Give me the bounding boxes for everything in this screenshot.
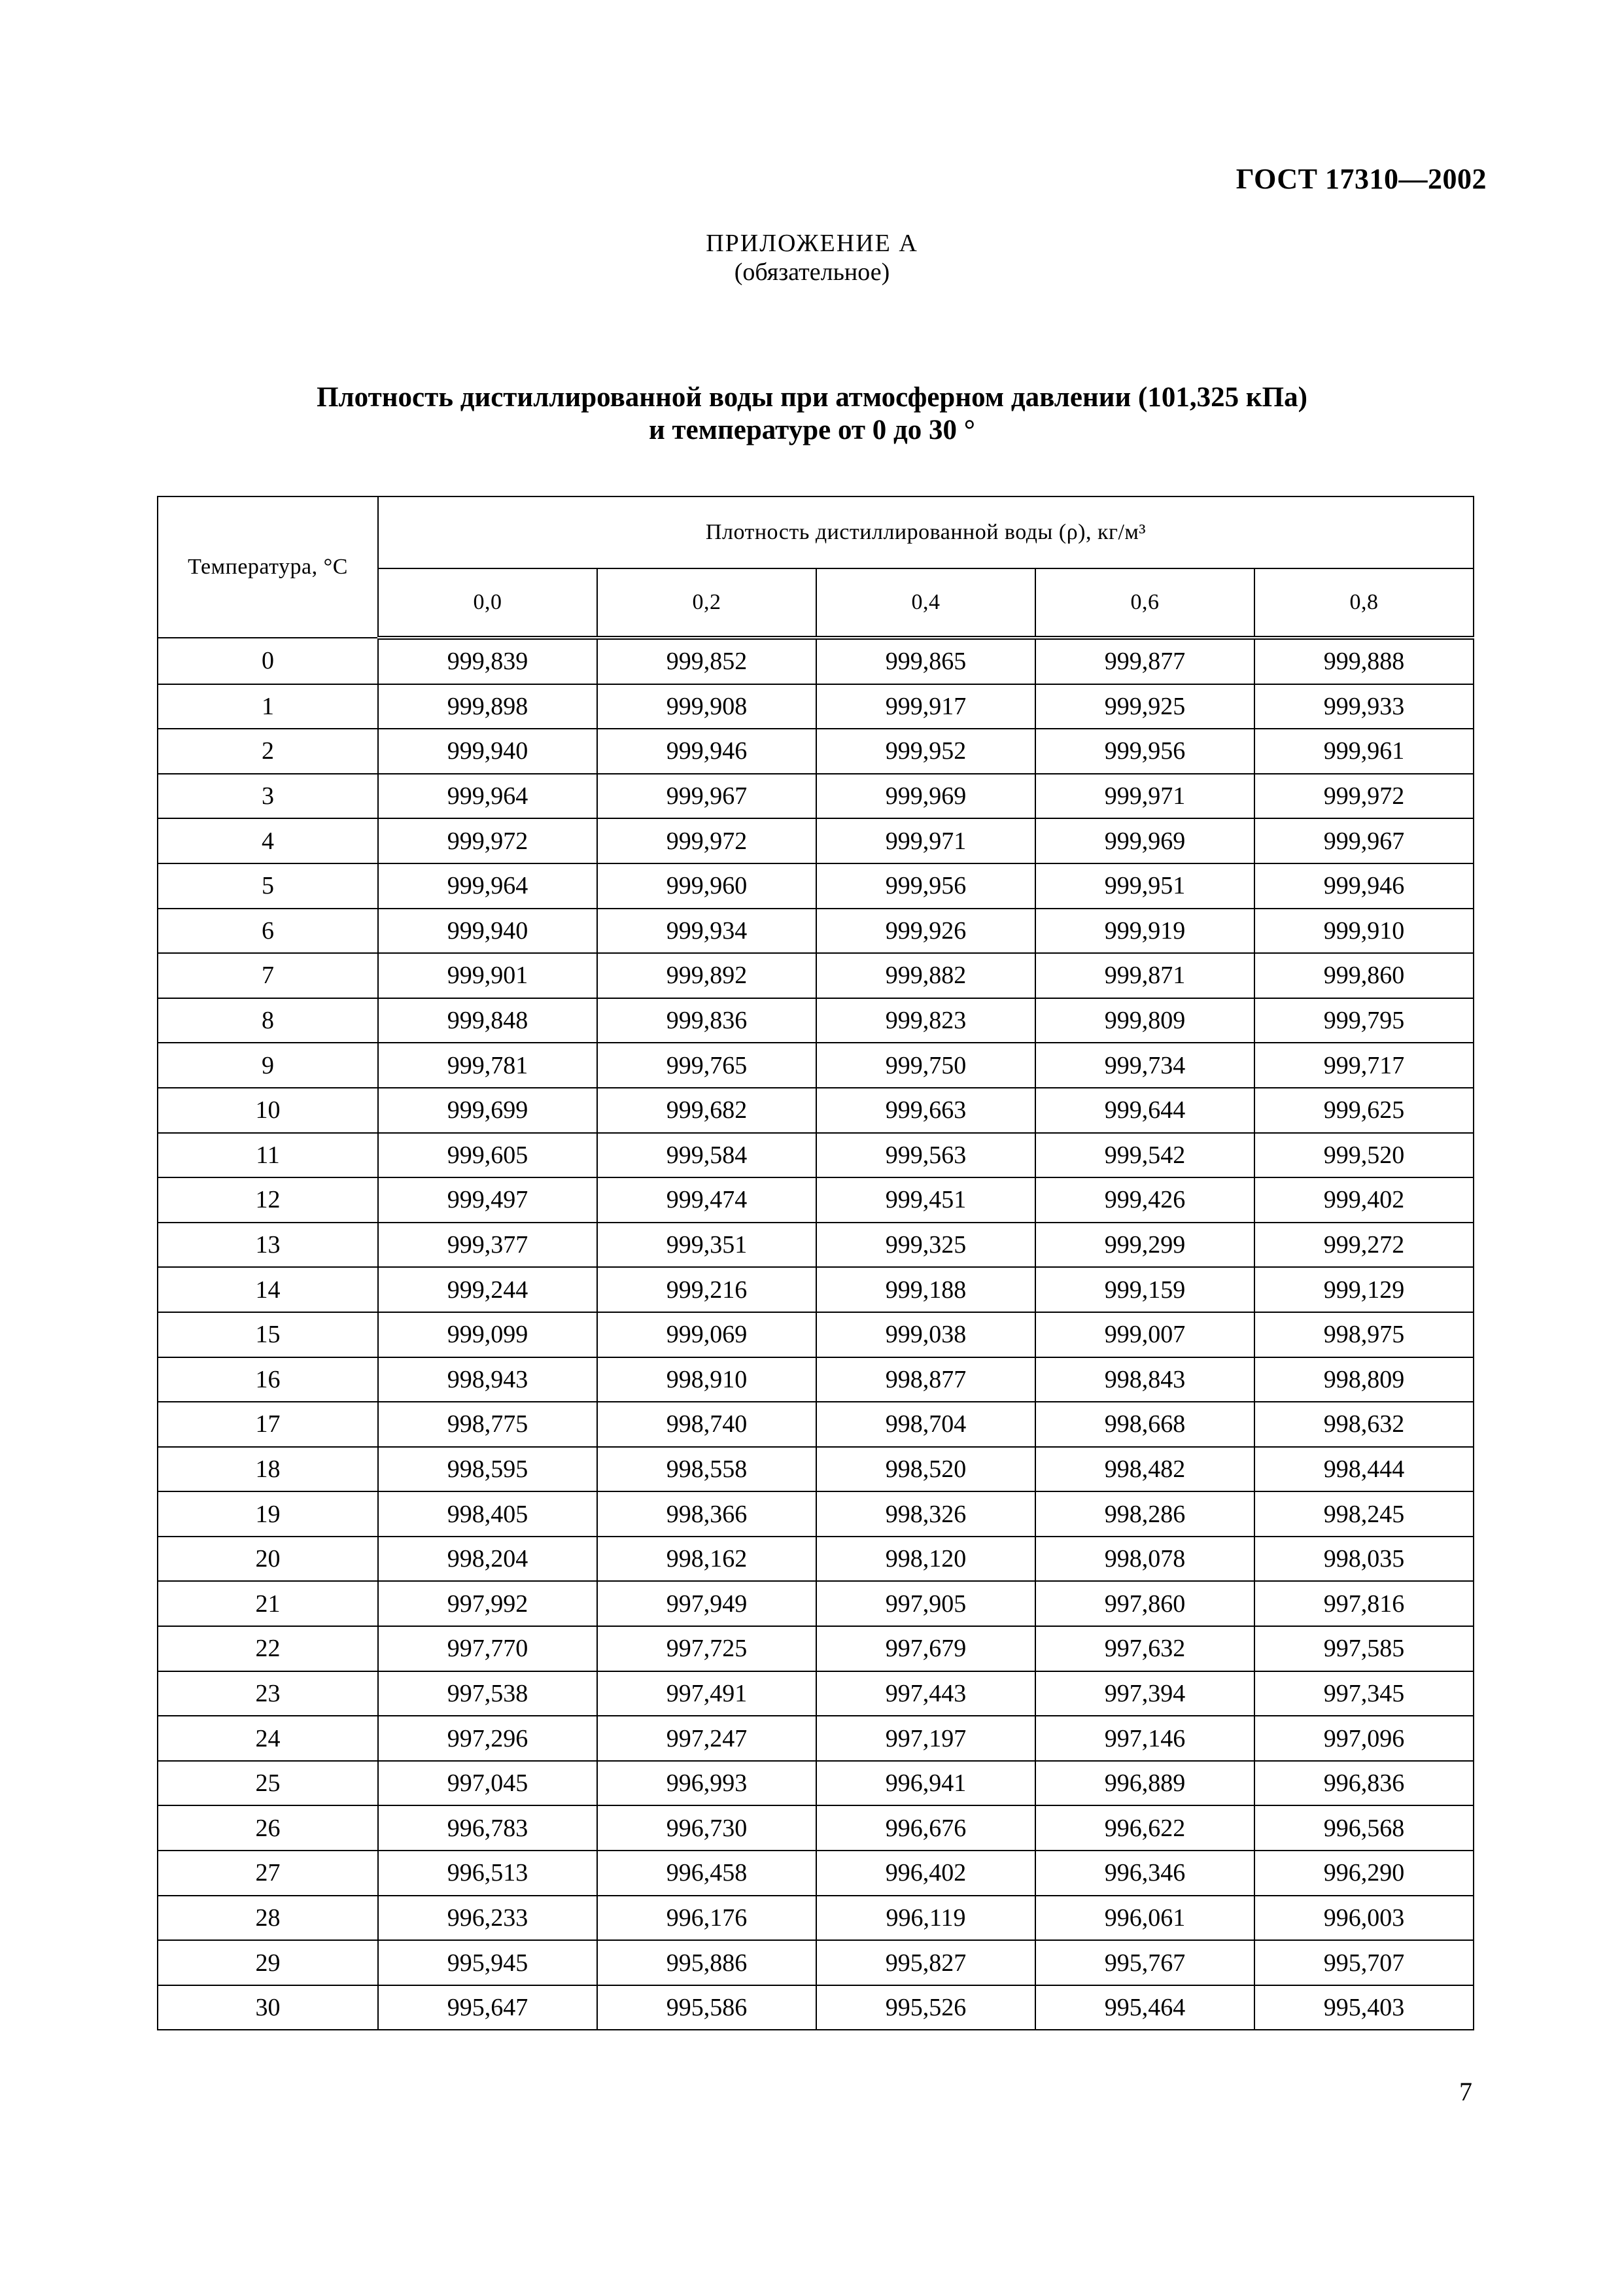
table-row xyxy=(158,1761,1474,1806)
table-row xyxy=(158,1133,1474,1178)
density-cell: 999,584 xyxy=(597,1133,816,1178)
density-cell: 998,558 xyxy=(597,1447,816,1492)
density-cell: 999,038 xyxy=(816,1312,1035,1357)
temperature-cell: 8 xyxy=(158,998,378,1043)
table-row xyxy=(158,1805,1474,1851)
density-cell: 998,910 xyxy=(597,1357,816,1402)
fraction-header: 0,8 xyxy=(1254,568,1474,638)
density-cell: 998,444 xyxy=(1254,1447,1474,1492)
annex-title: ПРИЛОЖЕНИЕ А xyxy=(706,230,918,257)
density-cell: 998,668 xyxy=(1035,1402,1254,1447)
density-cell: 999,717 xyxy=(1254,1043,1474,1088)
table-row xyxy=(158,1267,1474,1312)
density-cell: 999,351 xyxy=(597,1223,816,1268)
table-row xyxy=(158,1491,1474,1537)
temperature-cell: 15 xyxy=(158,1312,378,1357)
density-cell: 999,964 xyxy=(378,774,597,819)
table-title xyxy=(0,381,1624,447)
temperature-column-header: Температура, °С xyxy=(158,496,378,638)
density-cell: 999,860 xyxy=(1254,953,1474,998)
density-cell: 999,795 xyxy=(1254,998,1474,1043)
density-cell: 998,809 xyxy=(1254,1357,1474,1402)
temperature-cell: 17 xyxy=(158,1402,378,1447)
density-cell: 997,905 xyxy=(816,1581,1035,1626)
annex-heading xyxy=(0,229,1624,287)
temperature-cell: 26 xyxy=(158,1805,378,1851)
density-cell: 999,216 xyxy=(597,1267,816,1312)
density-cell: 999,871 xyxy=(1035,953,1254,998)
density-cell: 998,843 xyxy=(1035,1357,1254,1402)
density-cell: 996,176 xyxy=(597,1896,816,1941)
density-cell: 999,961 xyxy=(1254,729,1474,774)
density-cell: 999,474 xyxy=(597,1177,816,1223)
density-cell: 998,286 xyxy=(1035,1491,1254,1537)
density-cell: 999,967 xyxy=(1254,818,1474,863)
density-cell: 998,704 xyxy=(816,1402,1035,1447)
density-cell: 999,926 xyxy=(816,909,1035,954)
density-cell: 995,707 xyxy=(1254,1940,1474,1985)
density-cell: 999,956 xyxy=(816,863,1035,909)
density-cell: 999,877 xyxy=(1035,638,1254,684)
density-cell: 997,949 xyxy=(597,1581,816,1626)
density-cell: 996,233 xyxy=(378,1896,597,1941)
table-row xyxy=(158,998,1474,1043)
page-number: 7 xyxy=(1459,2077,1472,2106)
temperature-cell: 14 xyxy=(158,1267,378,1312)
density-cell: 999,426 xyxy=(1035,1177,1254,1223)
density-cell: 999,951 xyxy=(1035,863,1254,909)
table-row xyxy=(158,1447,1474,1492)
density-cell: 999,933 xyxy=(1254,684,1474,729)
table-row xyxy=(158,953,1474,998)
temperature-cell: 29 xyxy=(158,1940,378,1985)
density-cell: 997,296 xyxy=(378,1716,597,1761)
density-cell: 999,402 xyxy=(1254,1177,1474,1223)
density-cell: 999,852 xyxy=(597,638,816,684)
density-cell: 996,346 xyxy=(1035,1851,1254,1896)
density-cell: 999,892 xyxy=(597,953,816,998)
density-cell: 998,204 xyxy=(378,1537,597,1582)
density-cell: 999,451 xyxy=(816,1177,1035,1223)
table-row xyxy=(158,774,1474,819)
density-cell: 999,946 xyxy=(1254,863,1474,909)
density-cell: 999,497 xyxy=(378,1177,597,1223)
density-cell: 996,119 xyxy=(816,1896,1035,1941)
table-row xyxy=(158,638,1474,684)
density-cell: 996,622 xyxy=(1035,1805,1254,1851)
fraction-header: 0,6 xyxy=(1035,568,1254,638)
table-row xyxy=(158,1985,1474,2030)
density-cell: 999,865 xyxy=(816,638,1035,684)
density-cell: 998,632 xyxy=(1254,1402,1474,1447)
density-cell: 995,945 xyxy=(378,1940,597,1985)
density-cell: 999,917 xyxy=(816,684,1035,729)
density-cell: 999,956 xyxy=(1035,729,1254,774)
table-row xyxy=(158,909,1474,954)
annex-status: (обязательное) xyxy=(734,258,890,286)
density-cell: 999,969 xyxy=(816,774,1035,819)
fraction-header: 0,4 xyxy=(816,568,1035,638)
temperature-cell: 30 xyxy=(158,1985,378,2030)
density-cell: 997,860 xyxy=(1035,1581,1254,1626)
density-cell: 996,568 xyxy=(1254,1805,1474,1851)
density-cell: 998,120 xyxy=(816,1537,1035,1582)
standard-code: ГОСТ 17310—2002 xyxy=(1235,163,1487,195)
table-row xyxy=(158,1357,1474,1402)
density-cell: 999,272 xyxy=(1254,1223,1474,1268)
density-cell: 996,993 xyxy=(597,1761,816,1806)
density-cell: 996,783 xyxy=(378,1805,597,1851)
temperature-cell: 18 xyxy=(158,1447,378,1492)
table-row xyxy=(158,1088,1474,1133)
density-cell: 999,129 xyxy=(1254,1267,1474,1312)
density-cell: 997,770 xyxy=(378,1626,597,1671)
density-cell: 999,940 xyxy=(378,909,597,954)
density-table-body xyxy=(158,638,1474,2030)
density-cell: 997,045 xyxy=(378,1761,597,1806)
density-cell: 997,679 xyxy=(816,1626,1035,1671)
density-cell: 995,827 xyxy=(816,1940,1035,1985)
temperature-cell: 1 xyxy=(158,684,378,729)
density-cell: 996,676 xyxy=(816,1805,1035,1851)
table-row xyxy=(158,1896,1474,1941)
table-row xyxy=(158,1581,1474,1626)
density-cell: 999,734 xyxy=(1035,1043,1254,1088)
density-cell: 999,159 xyxy=(1035,1267,1254,1312)
density-cell: 998,405 xyxy=(378,1491,597,1537)
density-cell: 997,345 xyxy=(1254,1671,1474,1716)
temperature-cell: 2 xyxy=(158,729,378,774)
density-cell: 998,943 xyxy=(378,1357,597,1402)
density-cell: 995,403 xyxy=(1254,1985,1474,2030)
density-cell: 997,585 xyxy=(1254,1626,1474,1671)
density-cell: 999,099 xyxy=(378,1312,597,1357)
density-cell: 997,491 xyxy=(597,1671,816,1716)
temperature-cell: 5 xyxy=(158,863,378,909)
density-cell: 999,967 xyxy=(597,774,816,819)
density-cell: 999,910 xyxy=(1254,909,1474,954)
table-row xyxy=(158,1402,1474,1447)
density-cell: 997,538 xyxy=(378,1671,597,1716)
temperature-cell: 16 xyxy=(158,1357,378,1402)
density-table xyxy=(157,496,1474,2030)
table-row xyxy=(158,1626,1474,1671)
density-cell: 999,520 xyxy=(1254,1133,1474,1178)
density-cell: 998,482 xyxy=(1035,1447,1254,1492)
density-cell: 996,003 xyxy=(1254,1896,1474,1941)
density-cell: 999,960 xyxy=(597,863,816,909)
table-row xyxy=(158,1671,1474,1716)
density-cell: 996,941 xyxy=(816,1761,1035,1806)
density-cell: 996,290 xyxy=(1254,1851,1474,1896)
density-cell: 997,096 xyxy=(1254,1716,1474,1761)
density-cell: 999,682 xyxy=(597,1088,816,1133)
density-cell: 999,007 xyxy=(1035,1312,1254,1357)
density-cell: 998,162 xyxy=(597,1537,816,1582)
density-cell: 999,946 xyxy=(597,729,816,774)
density-cell: 996,730 xyxy=(597,1805,816,1851)
density-cell: 996,458 xyxy=(597,1851,816,1896)
density-cell: 997,725 xyxy=(597,1626,816,1671)
density-cell: 997,197 xyxy=(816,1716,1035,1761)
density-cell: 997,443 xyxy=(816,1671,1035,1716)
table-row xyxy=(158,1043,1474,1088)
temperature-cell: 23 xyxy=(158,1671,378,1716)
density-cell: 999,188 xyxy=(816,1267,1035,1312)
density-cell: 998,366 xyxy=(597,1491,816,1537)
density-cell: 999,964 xyxy=(378,863,597,909)
density-cell: 995,886 xyxy=(597,1940,816,1985)
density-cell: 999,325 xyxy=(816,1223,1035,1268)
temperature-cell: 20 xyxy=(158,1537,378,1582)
temperature-cell: 19 xyxy=(158,1491,378,1537)
temperature-cell: 13 xyxy=(158,1223,378,1268)
density-cell: 996,513 xyxy=(378,1851,597,1896)
density-cell: 999,663 xyxy=(816,1088,1035,1133)
fraction-header: 0,2 xyxy=(597,568,816,638)
density-cell: 998,877 xyxy=(816,1357,1035,1402)
density-cell: 998,595 xyxy=(378,1447,597,1492)
density-cell: 999,972 xyxy=(597,818,816,863)
density-cell: 999,919 xyxy=(1035,909,1254,954)
density-cell: 997,247 xyxy=(597,1716,816,1761)
density-cell: 998,326 xyxy=(816,1491,1035,1537)
density-cell: 999,940 xyxy=(378,729,597,774)
fraction-header: 0,0 xyxy=(378,568,597,638)
density-cell: 998,775 xyxy=(378,1402,597,1447)
temperature-cell: 28 xyxy=(158,1896,378,1941)
density-cell: 998,078 xyxy=(1035,1537,1254,1582)
table-row xyxy=(158,1177,1474,1223)
density-cell: 999,823 xyxy=(816,998,1035,1043)
density-cell: 995,647 xyxy=(378,1985,597,2030)
density-cell: 999,839 xyxy=(378,638,597,684)
density-cell: 996,402 xyxy=(816,1851,1035,1896)
density-cell: 995,586 xyxy=(597,1985,816,2030)
density-cell: 999,244 xyxy=(378,1267,597,1312)
table-row xyxy=(158,1851,1474,1896)
temperature-cell: 21 xyxy=(158,1581,378,1626)
temperature-cell: 9 xyxy=(158,1043,378,1088)
density-cell: 995,526 xyxy=(816,1985,1035,2030)
density-cell: 999,972 xyxy=(1254,774,1474,819)
density-cell: 999,563 xyxy=(816,1133,1035,1178)
density-cell: 997,632 xyxy=(1035,1626,1254,1671)
density-cell: 996,836 xyxy=(1254,1761,1474,1806)
table-row xyxy=(158,863,1474,909)
density-cell: 999,069 xyxy=(597,1312,816,1357)
table-row xyxy=(158,1716,1474,1761)
density-cell: 999,971 xyxy=(1035,774,1254,819)
density-cell: 999,542 xyxy=(1035,1133,1254,1178)
density-cell: 996,889 xyxy=(1035,1761,1254,1806)
temperature-cell: 6 xyxy=(158,909,378,954)
density-cell: 999,901 xyxy=(378,953,597,998)
temperature-cell: 10 xyxy=(158,1088,378,1133)
temperature-cell: 11 xyxy=(158,1133,378,1178)
density-cell: 999,969 xyxy=(1035,818,1254,863)
density-cell: 999,925 xyxy=(1035,684,1254,729)
density-cell: 999,952 xyxy=(816,729,1035,774)
table-row xyxy=(158,1940,1474,1985)
density-cell: 997,394 xyxy=(1035,1671,1254,1716)
density-cell: 999,781 xyxy=(378,1043,597,1088)
temperature-cell: 22 xyxy=(158,1626,378,1671)
density-cell: 999,299 xyxy=(1035,1223,1254,1268)
temperature-cell: 0 xyxy=(158,638,378,684)
density-cell: 998,520 xyxy=(816,1447,1035,1492)
table-row xyxy=(158,684,1474,729)
temperature-cell: 7 xyxy=(158,953,378,998)
density-cell: 999,699 xyxy=(378,1088,597,1133)
table-title-line-2: и температуре от 0 до 30 ° xyxy=(649,415,975,445)
density-cell: 998,975 xyxy=(1254,1312,1474,1357)
density-cell: 999,750 xyxy=(816,1043,1035,1088)
density-cell: 997,992 xyxy=(378,1581,597,1626)
density-cell: 998,740 xyxy=(597,1402,816,1447)
temperature-cell: 27 xyxy=(158,1851,378,1896)
table-row xyxy=(158,729,1474,774)
density-cell: 999,934 xyxy=(597,909,816,954)
density-cell: 999,765 xyxy=(597,1043,816,1088)
density-cell: 999,898 xyxy=(378,684,597,729)
density-cell: 999,809 xyxy=(1035,998,1254,1043)
temperature-cell: 25 xyxy=(158,1761,378,1806)
table-row xyxy=(158,1312,1474,1357)
density-cell: 999,848 xyxy=(378,998,597,1043)
density-cell: 997,816 xyxy=(1254,1581,1474,1626)
density-cell: 999,625 xyxy=(1254,1088,1474,1133)
density-cell: 999,377 xyxy=(378,1223,597,1268)
density-cell: 999,836 xyxy=(597,998,816,1043)
density-cell: 999,605 xyxy=(378,1133,597,1178)
table-title-line-1: Плотность дистиллированной воды при атмосферном давлении (101,325 кПа) xyxy=(317,382,1307,413)
temperature-cell: 24 xyxy=(158,1716,378,1761)
density-column-header: Плотность дистиллированной воды (ρ), кг/м³ xyxy=(378,496,1474,568)
density-cell: 998,245 xyxy=(1254,1491,1474,1537)
density-cell: 999,972 xyxy=(378,818,597,863)
density-cell: 997,146 xyxy=(1035,1716,1254,1761)
density-cell: 996,061 xyxy=(1035,1896,1254,1941)
density-cell: 999,644 xyxy=(1035,1088,1254,1133)
density-cell: 995,767 xyxy=(1035,1940,1254,1985)
density-cell: 998,035 xyxy=(1254,1537,1474,1582)
density-cell: 995,464 xyxy=(1035,1985,1254,2030)
density-cell: 999,908 xyxy=(597,684,816,729)
table-row xyxy=(158,1223,1474,1268)
temperature-cell: 3 xyxy=(158,774,378,819)
table-row xyxy=(158,1537,1474,1582)
density-cell: 999,882 xyxy=(816,953,1035,998)
density-cell: 999,888 xyxy=(1254,638,1474,684)
table-row xyxy=(158,818,1474,863)
density-cell: 999,971 xyxy=(816,818,1035,863)
temperature-cell: 12 xyxy=(158,1177,378,1223)
temperature-cell: 4 xyxy=(158,818,378,863)
